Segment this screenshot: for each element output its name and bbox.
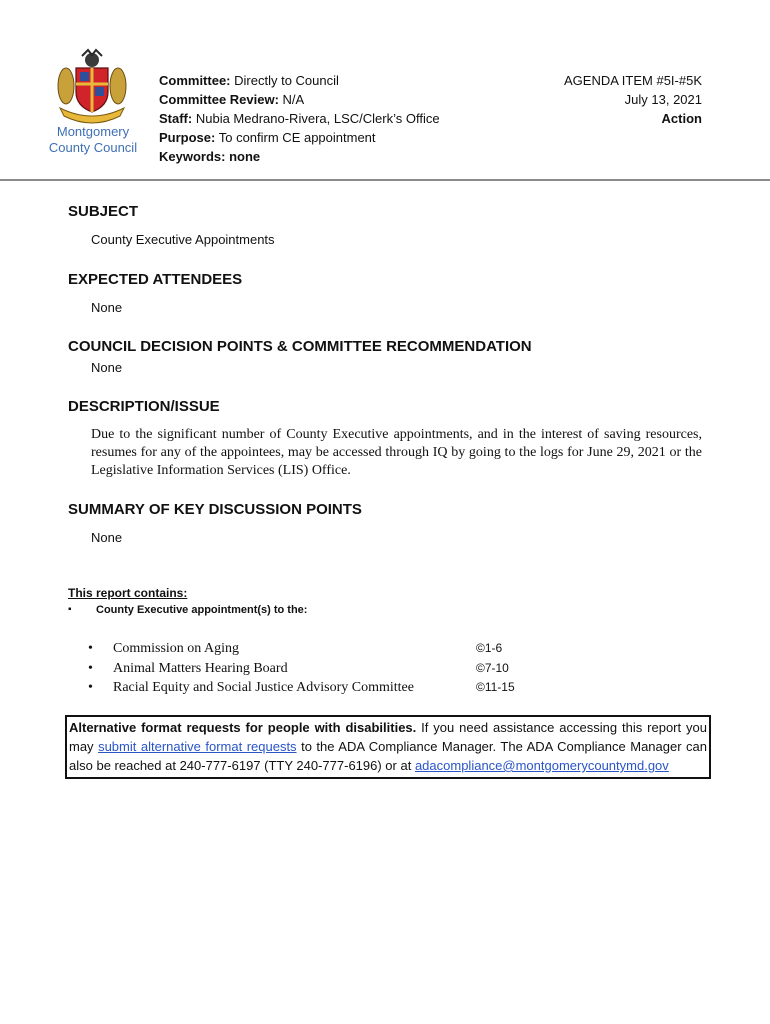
- staff-line: Staff: Nubia Medrano-Rivera, LSC/Clerk’s Office: [159, 111, 440, 126]
- list-item: [88, 639, 528, 659]
- bullet-icon: •: [88, 641, 93, 656]
- alternative-format-link[interactable]: submit alternative format requests: [98, 739, 297, 754]
- board-name: Commission on Aging: [113, 641, 240, 656]
- ada-email-link[interactable]: adacompliance@montgomerycountymd.gov: [414, 758, 669, 773]
- agenda-action: Action: [661, 111, 702, 126]
- council-name-line1: Montgomery: [56, 124, 130, 139]
- meeting-meta: [159, 71, 440, 166]
- list-item: [88, 659, 528, 679]
- council-name-line2: County Council: [48, 140, 138, 155]
- committee-line: Committee: Directly to Council: [159, 73, 339, 88]
- attendees-heading: EXPECTED ATTENDEES: [68, 271, 243, 288]
- summary-heading: SUMMARY OF KEY DISCUSSION POINTS: [68, 501, 362, 518]
- accessibility-notice: [65, 715, 711, 779]
- county-seal-logo: [54, 46, 130, 126]
- review-line: Committee Review: N/A: [159, 92, 305, 107]
- summary-text: None: [91, 530, 123, 545]
- notice-bold-text: Alternative format requests for people with disabilities.: [69, 720, 417, 735]
- notice-text-2: to the ADA Compliance Manager. The ADA Compliance Manager can also be reached at 240-777-6197 (TTY 240-777-6196) or at: [69, 739, 708, 773]
- bullet-icon: •: [88, 660, 93, 676]
- bullet-icon: •: [88, 680, 93, 695]
- subject-heading: SUBJECT: [68, 203, 139, 220]
- contents-heading: This report contains:: [68, 586, 188, 600]
- notice-text-1: If you need assistance accessing this report you may: [69, 720, 707, 754]
- attendees-text: None: [91, 300, 123, 315]
- purpose-line: Purpose: To confirm CE appointment: [159, 130, 376, 145]
- decision-heading: COUNCIL DECISION POINTS & COMMITTEE RECOMMENDATION: [68, 338, 532, 355]
- board-name: Animal Matters Hearing Board: [113, 660, 288, 676]
- square-bullet-icon: ▪: [68, 604, 72, 615]
- appointments-list: [88, 639, 528, 698]
- description-heading: DESCRIPTION/ISSUE: [68, 398, 220, 415]
- page-ref: ©1-6: [476, 641, 503, 655]
- keywords-line: Keywords: none: [159, 149, 261, 164]
- agenda-date: July 13, 2021: [624, 92, 702, 107]
- list-item: [88, 678, 528, 698]
- header-divider: [0, 179, 770, 181]
- agenda-item: AGENDA ITEM #5I-#5K: [564, 73, 702, 88]
- council-name: [40, 124, 146, 156]
- description-text: Due to the significant number of County Executive appointments, and in the interest of saving resources, resumes for any of the appointees, may be accessed through IQ by going to the logs for June 29, 2021 or the Legislative Information Services (LIS) Office.: [91, 427, 702, 478]
- subject-text: County Executive Appointments: [91, 232, 275, 247]
- page-ref: ©11-15: [476, 680, 515, 694]
- contents-subheading: County Executive appointment(s) to the:: [96, 604, 308, 616]
- decision-text: None: [91, 360, 123, 375]
- page-ref: ©7-10: [476, 660, 509, 675]
- agenda-block: [564, 71, 702, 128]
- board-name: Racial Equity and Social Justice Advisory Committee: [113, 680, 414, 695]
